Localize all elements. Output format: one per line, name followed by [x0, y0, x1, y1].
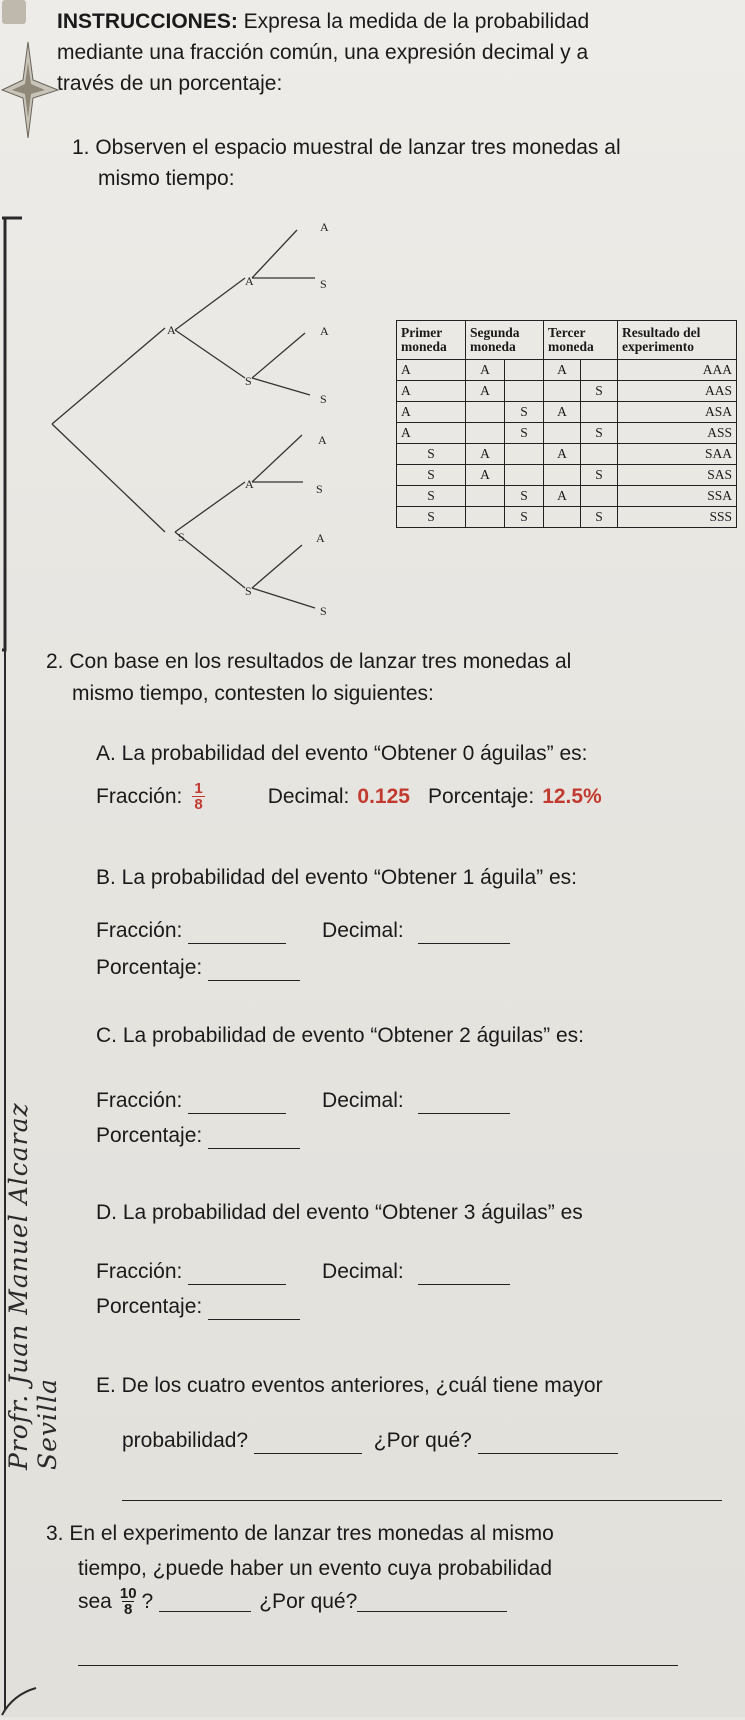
percent-blank[interactable]: [208, 960, 300, 981]
probability-tree: [40, 210, 370, 620]
header-badge-icon: [2, 0, 26, 24]
decimal-label: Decimal:: [267, 785, 350, 808]
table-cell: A: [544, 360, 581, 381]
answer-blank[interactable]: [159, 1591, 251, 1612]
fraction-label: Fracción:: [96, 1089, 183, 1112]
decimal-blank[interactable]: [418, 1093, 510, 1114]
table-row: [397, 507, 737, 528]
instructions-line3: través de un porcentaje:: [57, 72, 283, 95]
table-cell: A: [466, 381, 505, 402]
table-cell: SAA: [618, 444, 737, 465]
header-result: Resultado del experimento: [618, 321, 737, 360]
question-b-text: B. La probabilidad del evento “Obtener 1 águila” es:: [96, 866, 577, 889]
sea-label: sea: [78, 1590, 112, 1613]
table-cell: S: [505, 486, 544, 507]
fraction-answer: [192, 781, 204, 812]
table-cell: SSS: [618, 507, 737, 528]
percent-blank[interactable]: [208, 1128, 300, 1149]
table-cell: SSA: [618, 486, 737, 507]
percent-label: Porcentaje:: [96, 1295, 203, 1318]
question-d: [96, 1199, 736, 1320]
explanation-blank[interactable]: [78, 1645, 678, 1666]
decimal-answer: 0.125: [357, 785, 410, 808]
question-3: [46, 1520, 736, 1666]
tree-node: A: [320, 220, 329, 234]
percent-label: Porcentaje:: [427, 785, 535, 808]
question-3-line2: tiempo, ¿puede haber un evento cuya probabilidad: [78, 1557, 552, 1580]
table-cell: ASA: [618, 402, 737, 423]
table-cell: S: [581, 507, 618, 528]
decimal-blank[interactable]: [418, 1264, 510, 1285]
table-cell: [544, 423, 581, 444]
tree-node: A: [316, 531, 325, 545]
table-row: [397, 444, 737, 465]
decimal-label: Decimal:: [322, 1089, 404, 1112]
question-2-line1: 2. Con base en los resultados de lanzar tres monedas al: [46, 650, 572, 673]
table-cell: SAS: [618, 465, 737, 486]
tree-node: S: [316, 482, 323, 496]
table-cell: S: [505, 507, 544, 528]
table-cell: [505, 465, 544, 486]
table-cell: A: [544, 486, 581, 507]
instructions-label: INSTRUCCIONES:: [57, 10, 238, 33]
tree-node: A: [245, 274, 254, 288]
decimal-label: Decimal:: [322, 919, 404, 942]
table-cell: [544, 507, 581, 528]
table-cell: A: [466, 360, 505, 381]
table-cell: S: [397, 444, 466, 465]
instructions-line2: mediante una fracción común, una expresión decimal y a: [57, 41, 589, 64]
tree-node: S: [320, 277, 327, 291]
instructions-line1: Expresa la medida de la probabilidad: [237, 10, 590, 33]
table-cell: A: [466, 444, 505, 465]
question-a: [96, 740, 736, 812]
fraction-label: Fracción:: [96, 1260, 183, 1283]
percent-label: Porcentaje:: [96, 956, 203, 979]
table-cell: [581, 360, 618, 381]
tree-node: A: [245, 477, 254, 491]
table-cell: A: [397, 381, 466, 402]
question-1-line2: mismo tiempo:: [98, 167, 235, 190]
table-row: [397, 423, 737, 444]
fraction-label: Fracción:: [96, 785, 183, 808]
fraction-label: Fracción:: [96, 919, 183, 942]
fraction-numerator: 1: [194, 780, 203, 797]
question-3-line1: 3. En el experimento de lanzar tres monedas al mismo: [46, 1522, 554, 1545]
table-cell: A: [544, 444, 581, 465]
table-cell: [466, 486, 505, 507]
results-table: [396, 320, 737, 528]
probability-blank[interactable]: [254, 1433, 362, 1454]
table-cell: [505, 444, 544, 465]
fraction-ten-eighths: [118, 1586, 139, 1617]
table-cell: S: [397, 465, 466, 486]
table-header-row: [397, 321, 737, 360]
question-a-text: A. La probabilidad del evento “Obtener 0 águilas” es:: [96, 742, 588, 765]
table-cell: [466, 507, 505, 528]
table-cell: S: [581, 465, 618, 486]
why-label: ¿Por qué?: [259, 1590, 358, 1613]
header-first-coin: Primer moneda: [397, 321, 466, 360]
table-cell: [581, 402, 618, 423]
table-cell: [544, 381, 581, 402]
question-e-line1: E. De los cuatro eventos anteriores, ¿cuál tiene mayor: [96, 1374, 603, 1397]
table-row: [397, 381, 737, 402]
tree-node: A: [167, 323, 176, 337]
compass-star-icon: [0, 40, 62, 140]
table-cell: [466, 402, 505, 423]
table-cell: [505, 381, 544, 402]
table-cell: AAA: [618, 360, 737, 381]
fraction-denominator: 8: [194, 796, 203, 813]
question-c-text: C. La probabilidad de evento “Obtener 2 águilas” es:: [96, 1024, 584, 1047]
table-cell: [581, 444, 618, 465]
percent-answer: 12.5%: [542, 785, 602, 808]
table-cell: A: [397, 423, 466, 444]
question-b: [96, 864, 736, 981]
table-cell: S: [397, 486, 466, 507]
probability-label: probabilidad?: [122, 1429, 249, 1452]
question-1: [72, 134, 732, 192]
table-cell: [581, 486, 618, 507]
table-cell: S: [581, 423, 618, 444]
fraction-blank[interactable]: [188, 1093, 286, 1114]
table-row: [397, 402, 737, 423]
question-2: [46, 648, 736, 707]
tree-node: S: [245, 374, 252, 388]
table-cell: A: [397, 402, 466, 423]
question-d-text: D. La probabilidad del evento “Obtener 3 águilas” es: [96, 1201, 583, 1224]
why-label: ¿Por qué?: [373, 1429, 472, 1452]
percent-label: Porcentaje:: [96, 1124, 203, 1147]
table-cell: S: [397, 507, 466, 528]
table-row: [397, 465, 737, 486]
table-cell: S: [581, 381, 618, 402]
fraction-blank[interactable]: [188, 1264, 286, 1285]
header-third-coin: Tercer moneda: [544, 321, 618, 360]
table-cell: A: [544, 402, 581, 423]
question-1-line1: 1. Observen el espacio muestral de lanzar tres monedas al: [72, 136, 621, 159]
table-row: [397, 486, 737, 507]
tree-node: A: [320, 324, 329, 338]
table-cell: S: [505, 423, 544, 444]
table-cell: ASS: [618, 423, 737, 444]
author-signature: Profr. Juan Manuel Alcaraz Sevilla: [4, 1102, 62, 1470]
tree-node: S: [320, 604, 327, 618]
fraction-numerator: 10: [119, 1585, 137, 1602]
question-c: [96, 1022, 736, 1149]
question-2-line2: mismo tiempo, contesten lo siguientes:: [72, 682, 434, 705]
table-cell: [544, 465, 581, 486]
corner-swirl-icon: [0, 1680, 40, 1717]
percent-blank[interactable]: [208, 1299, 300, 1320]
header-second-coin: Segunda moneda: [466, 321, 544, 360]
question-e: [96, 1372, 736, 1501]
question-a-answers: [96, 781, 736, 812]
table-cell: A: [397, 360, 466, 381]
question-mark: ?: [141, 1590, 154, 1613]
decimal-label: Decimal:: [322, 1260, 404, 1283]
tree-node: A: [318, 433, 327, 447]
table-cell: AAS: [618, 381, 737, 402]
why-blank[interactable]: [357, 1591, 507, 1612]
fraction-blank[interactable]: [188, 923, 286, 944]
table-cell: A: [466, 465, 505, 486]
instructions-block: [57, 8, 732, 97]
tree-node: S: [178, 530, 185, 544]
table-row: [397, 360, 737, 381]
why-blank[interactable]: [478, 1433, 618, 1454]
table-cell: [466, 423, 505, 444]
table-cell: S: [505, 402, 544, 423]
explanation-blank[interactable]: [122, 1480, 722, 1501]
table-cell: [505, 360, 544, 381]
tree-node: S: [245, 584, 252, 598]
results-table-wrap: [396, 320, 737, 528]
decimal-blank[interactable]: [418, 923, 510, 944]
fraction-denominator: 8: [124, 1601, 133, 1618]
tree-node: S: [320, 392, 327, 406]
